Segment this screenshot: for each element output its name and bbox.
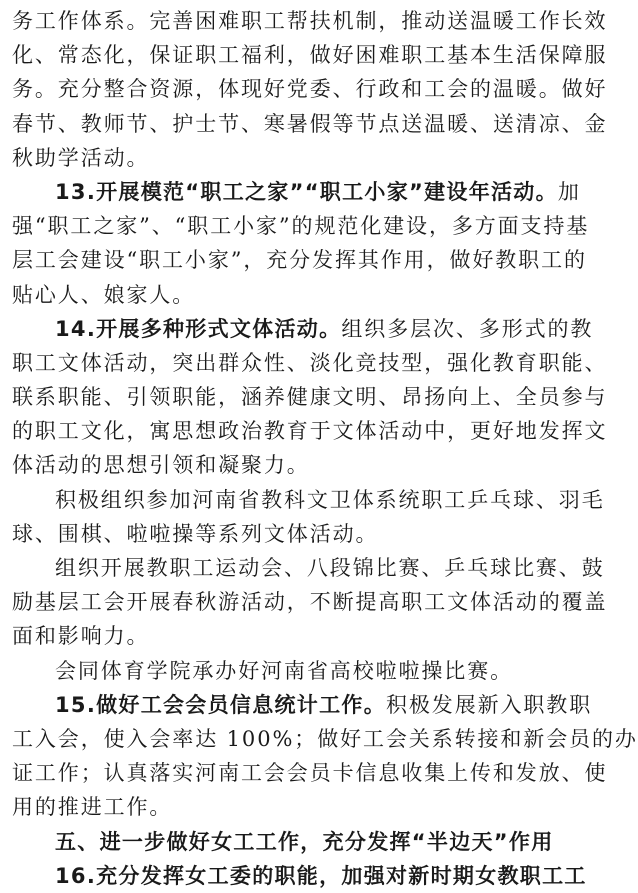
text-line: 职工文体活动，突出群众性、淡化竞技型，强化教育职能、: [12, 350, 608, 375]
text-fragment: 积极发展新入职教职: [386, 692, 593, 717]
text-line: 化、常态化，保证职工福利，做好困难职工基本生活保障服: [12, 43, 608, 68]
text-line: 工入会，使入会率达 100%；做好工会关系转接和新会员的办: [12, 726, 638, 751]
section-14-heading-line: [12, 312, 594, 346]
text-line: 务工作体系。完善困难职工帮扶机制，推动送温暖工作长效: [12, 9, 608, 33]
text-line: 秋助学活动。: [12, 145, 150, 170]
text-line: 联系职能、引领职能，涵养健康文明、昂扬向上、全员参与: [12, 385, 608, 410]
section-15-heading-line: [12, 688, 593, 722]
section-16-heading-line: [12, 859, 587, 893]
paragraph-first-line: 积极组织参加河南省教科文卫体系统职工乒乓球、羽毛: [55, 487, 605, 512]
text-line: 春节、教师节、护士节、寒暑假等节点送温暖、送清凉、金: [12, 111, 608, 136]
section-13-heading: 13.开展模范“职工之家”“职工小家”建设年活动。: [55, 179, 558, 204]
section-16-heading: 16.充分发挥女工委的职能，加强对新时期女教职工工: [55, 863, 587, 888]
text-line: 面和影响力。: [12, 624, 150, 649]
chapter-5-heading: 五、进一步做好女工工作，充分发挥“半边天”作用: [55, 829, 554, 854]
text-line: 证工作；认真落实河南工会会员卡信息收集上传和发放、使: [12, 761, 608, 786]
text-line: 务。充分整合资源，体现好党委、行政和工会的温暖。做好: [12, 77, 608, 102]
text-fragment: 加: [557, 179, 581, 204]
text-line: 贴心人、娘家人。: [12, 282, 196, 307]
text-line: 励基层工会开展春秋游活动，不断提高职工文体活动的覆盖: [12, 590, 608, 615]
paragraph-first-line: 组织开展教职工运动会、八段锦比赛、乒乓球比赛、鼓: [55, 556, 605, 580]
text-line: 强“职工之家”、“职工小家”的规范化建设，多方面支持基: [12, 214, 590, 239]
section-15-heading: 15.做好工会会员信息统计工作。: [55, 692, 386, 717]
chapter-5-heading-line: [12, 825, 554, 859]
paragraph-first-line: 会同体育学院承办好河南省高校啦啦操比赛。: [55, 658, 513, 683]
section-14-heading: 14.开展多种形式文体活动。: [55, 316, 342, 341]
text-line: 用的推进工作。: [12, 795, 173, 820]
section-13-heading-line: [12, 175, 581, 209]
text-line: 球、围棋、啦啦操等系列文体活动。: [12, 521, 379, 546]
text-line: 层工会建设“职工小家”，充分发挥其作用，做好教职工的: [12, 248, 587, 273]
text-fragment: 组织多层次、多形式的教: [341, 316, 594, 341]
text-line: 的职工文化，寓思想政治教育于文体活动中，更好地发挥文: [12, 419, 608, 444]
text-line: 体活动的思想引领和凝聚力。: [12, 453, 310, 478]
